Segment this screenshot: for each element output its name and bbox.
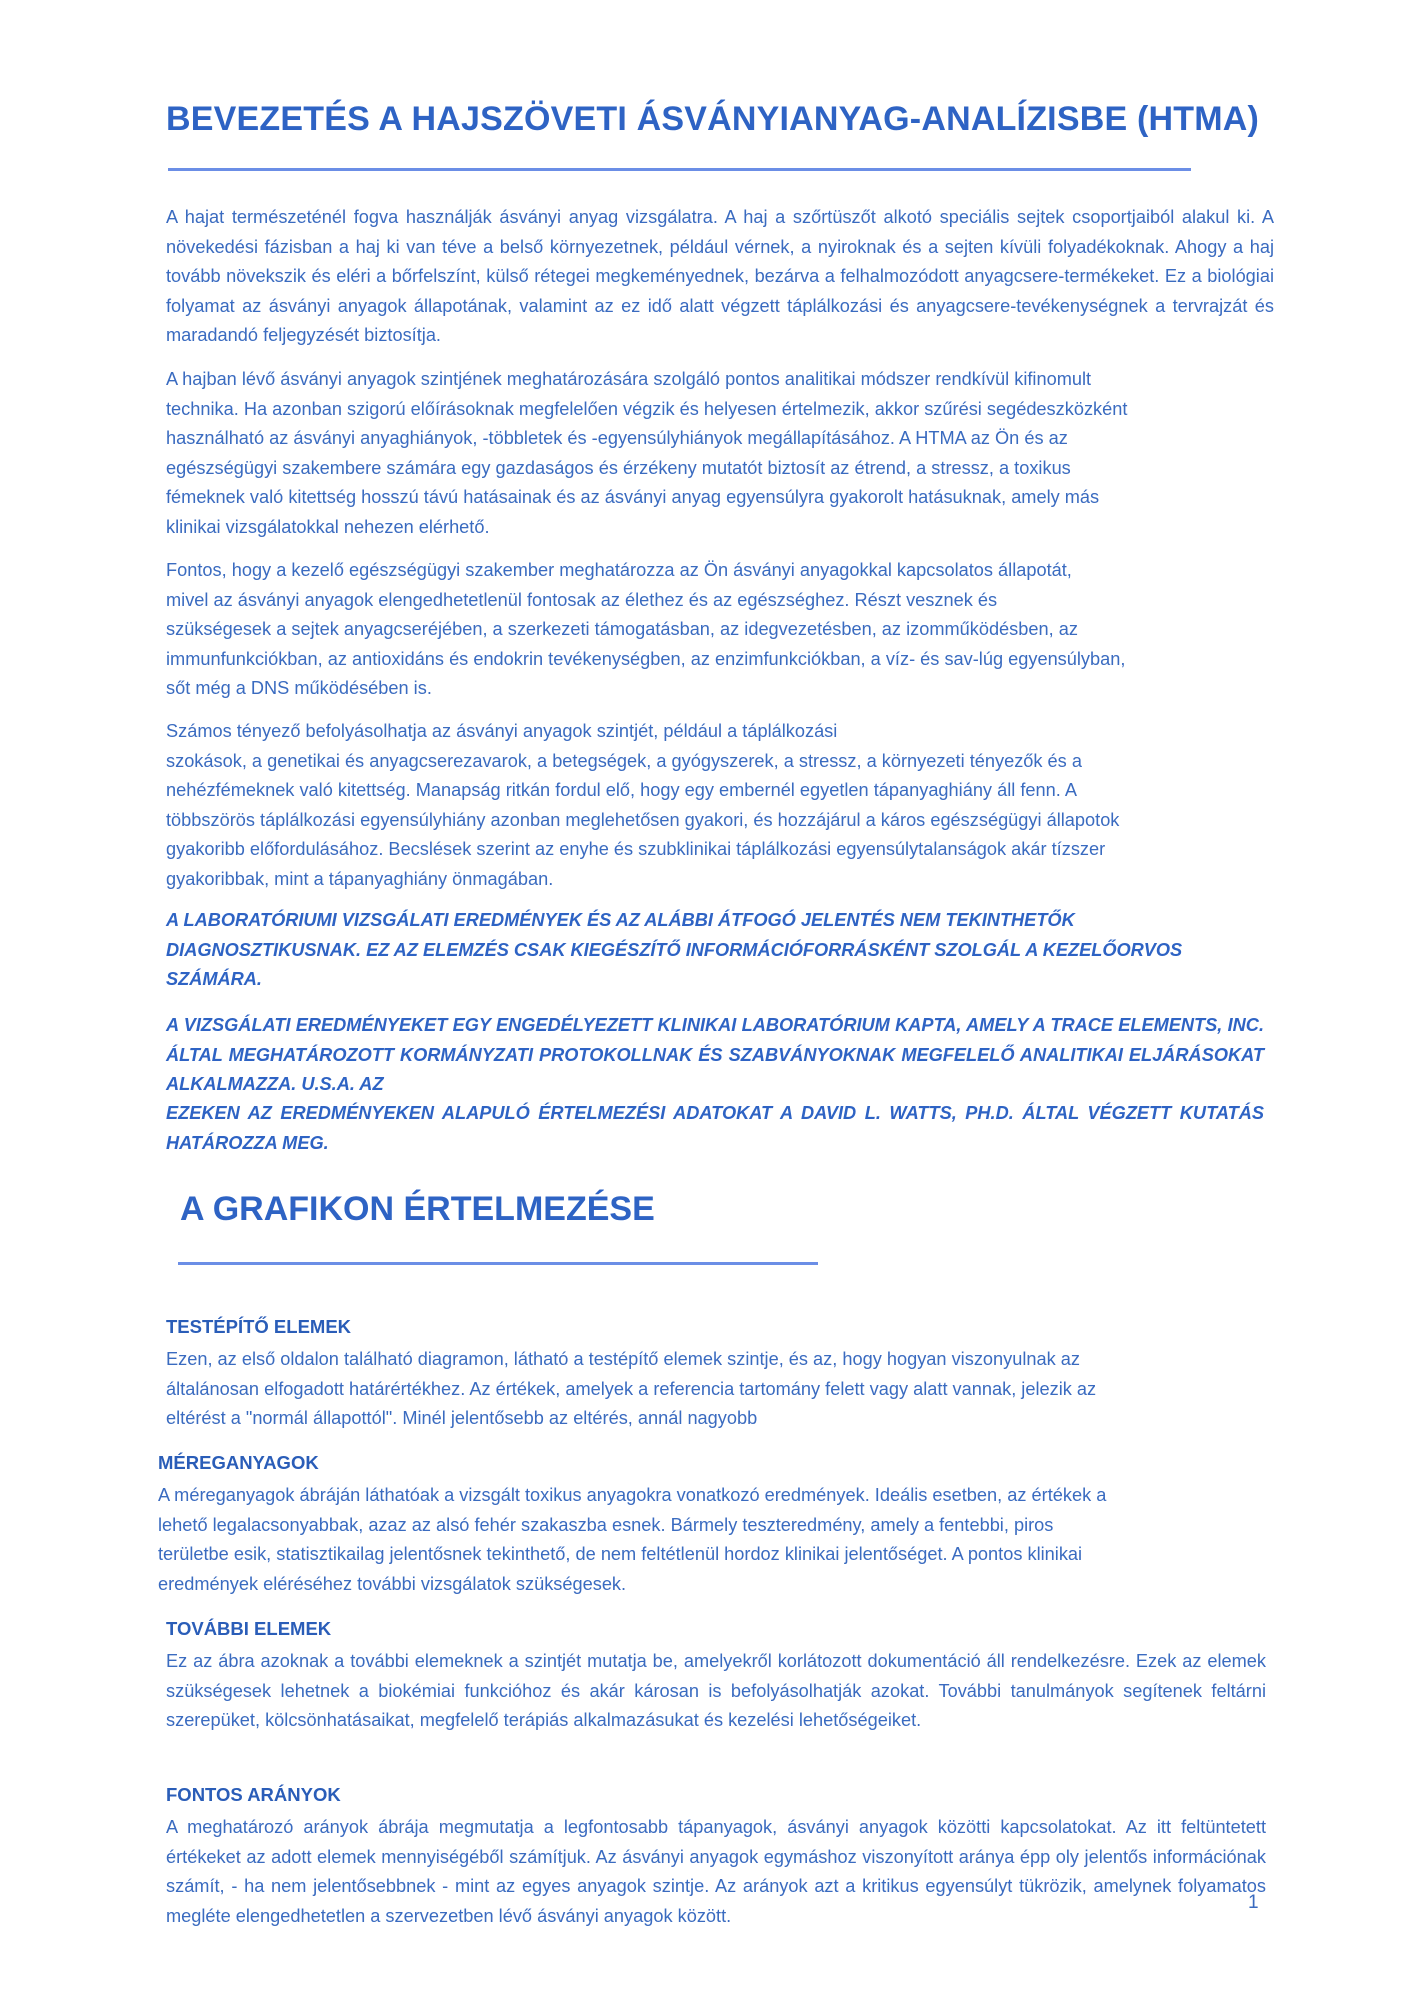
section-title-underline bbox=[178, 1262, 818, 1265]
section-heading-additional-elements: TOVÁBBI ELEMEK bbox=[166, 1618, 332, 1639]
title-underline bbox=[168, 168, 1191, 171]
intro-paragraph-2: A hajban lévő ásványi anyagok szintjének meghatározására szolgáló pontos analitikai módszer rendkívül kifinomult technika. Ha azonban szigorú előírásoknak megfelelően végzik és helyesen értelmezik, akkor szűrési segédeszközként használható az ásványi anyaghiányok, -többletek és -egyensúlyhiányok megállapításához. A HTMA az Ön és az egészségügyi szakembere számára egy gazdaságos és érzékeny mutatót biztosít az étrend, a stressz, a toxikus fémeknek való kitettség hosszú távú hatásainak és az ásványi anyag egyensúlyra gyakorolt hatásuknak, amely más klinikai vizsgálatokkal nehezen elérhető. bbox=[166, 369, 1128, 537]
page-number: 1 bbox=[1248, 1892, 1259, 1913]
section-heading-body-building: TESTÉPÍTŐ ELEMEK bbox=[166, 1316, 352, 1337]
section-title: A GRAFIKON ÉRTELMEZÉSE bbox=[180, 1190, 655, 1228]
section-text-key-ratios: A meghatározó arányok ábrája megmutatja a legfontosabb tápanyagok, ásványi anyagok közötti kapcsolatokat. Az itt feltüntetett értékeket az adott elemek mennyiségéből számítjuk. Az ásványi anyagok egymáshoz viszonyított aránya épp oly jelentős információnak számít, - ha nem jelentősebbnek - mint az egyes anyagok szintje. Az arányok azt a kritikus egyensúlyt tükrözik, amelynek folyamatos megléte elengedhetetlen a szervezetben lévő ásványi anyagok között. bbox=[166, 1817, 1266, 1926]
page-title: BEVEZETÉS A HAJSZÖVETI ÁSVÁNYIANYAG-ANALÍZISBE (HTMA) bbox=[166, 100, 1260, 138]
section-heading-key-ratios: FONTOS ARÁNYOK bbox=[166, 1784, 341, 1805]
intro-paragraph-1: A hajat természeténél fogva használják ásványi anyag vizsgálatra. A haj a szőrtüszőt alkotó speciális sejtek csoportjaiból alakul ki. A növekedési fázisban a haj ki van téve a belső környezetnek, például vérnek, a nyiroknak és a sejten kívüli folyadékoknak. Ahogy a haj tovább növekszik és eléri a bőrfelszínt, külső rétegei megkeményednek, bezárva a felhalmozódott anyagcsere-termékeket. Ez a biológiai folyamat az ásványi anyagok állapotának, valamint az ez idő alatt végzett táplálkozási és anyagcsere-tevékenységnek a tervrajzát és maradandó feljegyzését biztosítja. bbox=[166, 207, 1274, 345]
section-text-additional-elements: Ez az ábra azoknak a további elemeknek a szintjét mutatja be, amelyekről korlátozott dokumentáció áll rendelkezésre. Ezek az elemek szükségesek lehetnek a biokémiai funkcióhoz és akár károsan is befolyásolhatják azokat. További tanulmányok segítenek feltárni szerepüket, kölcsönhatásaikat, megfelelő terápiás alkalmazásukat és kezelési lehetőségeiket. bbox=[166, 1651, 1266, 1730]
intro-paragraph-3: Fontos, hogy a kezelő egészségügyi szakember meghatározza az Ön ásványi anyagokkal kapcsolatos állapotát, mivel az ásványi anyagok elengedhetetlenül fontosak az élethez és az egészséghez. Részt vesznek és szükségesek a sejtek anyagcseréjében, a szerkezeti támogatásban, az idegvezetésben, az izomműködésben, az immunfunkciókban, az antioxidáns és endokrin tevékenységben, az enzimfunkciókban, a víz- és sav-lúg egyensúlyban, sőt még a DNS működésében is. bbox=[166, 560, 1126, 698]
intro-paragraph-4: Számos tényező befolyásolhatja az ásványi anyagok szintjét, például a táplálkozási szokások, a genetikai és anyagcserezavarok, a betegségek, a gyógyszerek, a stressz, a környezeti tényezők és a nehézfémeknek való kitettség. Manapság ritkán fordul elő, hogy egy embernél egyetlen tápanyaghiány áll fenn. A többszörös táplálkozási egyensúlyhiány azonban meglehetősen gyakori, és hozzájárul a káros egészségügyi állapotok gyakoribb előfordulásához. Becslések szerint az enyhe és szubklinikai táplálkozási egyensúlytalanságok akár tízszer gyakoribbak, mint a tápanyaghiány önmagában. bbox=[166, 721, 1120, 889]
section-text-toxins: A méreganyagok ábráján láthatóak a vizsgált toxikus anyagokra vonatkozó eredmények. Ideális esetben, az értékek a lehető legalacsonyabbak, azaz az alsó fehér szakaszba esnek. Bármely teszteredmény, amely a fentebbi, piros területbe esik, statisztikailag jelentősnek tekinthető, de nem feltétlenül hordoz klinikai jelentőséget. A pontos klinikai eredmények eléréséhez további vizsgálatok szükségesek. bbox=[158, 1485, 1107, 1594]
section-heading-toxins: MÉREGANYAGOK bbox=[158, 1452, 319, 1473]
disclaimer-laboratory-tail: EZEKEN AZ EREDMÉNYEKEN ALAPULÓ ÉRTELMEZÉSI ADATOKAT A DAVID L. WATTS, PH.D. ÁLTAL VÉGZETT KUTATÁS HATÁROZZA MEG. bbox=[166, 1103, 1264, 1153]
disclaimer-diagnostic: A LABORATÓRIUMI VIZSGÁLATI EREDMÉNYEK ÉS AZ ALÁBBI ÁTFOGÓ JELENTÉS NEM TEKINTHETŐK DIAGNOSZTIKUSNAK. EZ AZ ELEMZÉS CSAK KIEGÉSZÍTŐ INFORMÁCIÓFORRÁSKÉNT SZOLGÁL A KEZELŐORVOS SZÁMÁRA. bbox=[166, 910, 1183, 989]
section-text-body-building: Ezen, az első oldalon található diagramon, látható a testépítő elemek szintje, és az, hogy hogyan viszonyulnak az általánosan elfogadott határértékhez. Az értékek, amelyek a referencia tartomány felett vagy alatt vannak, jelezik az eltérést a "normál állapottól". Minél jelentősebb az eltérés, annál nagyobb bbox=[166, 1349, 1097, 1428]
disclaimer-laboratory-body: A VIZSGÁLATI EREDMÉNYEKET EGY ENGEDÉLYEZETT KLINIKAI LABORATÓRIUM KAPTA, AMELY A TRACE ELEMENTS, INC. ÁLTAL MEGHATÁROZOTT KORMÁNYZATI PROTOKOLLNAK ÉS SZABVÁNYOKNAK MEGFELELŐ ANALITIKAI ELJÁRÁSOKAT ALKALMAZZA. U.S.A. AZ bbox=[166, 1015, 1264, 1094]
